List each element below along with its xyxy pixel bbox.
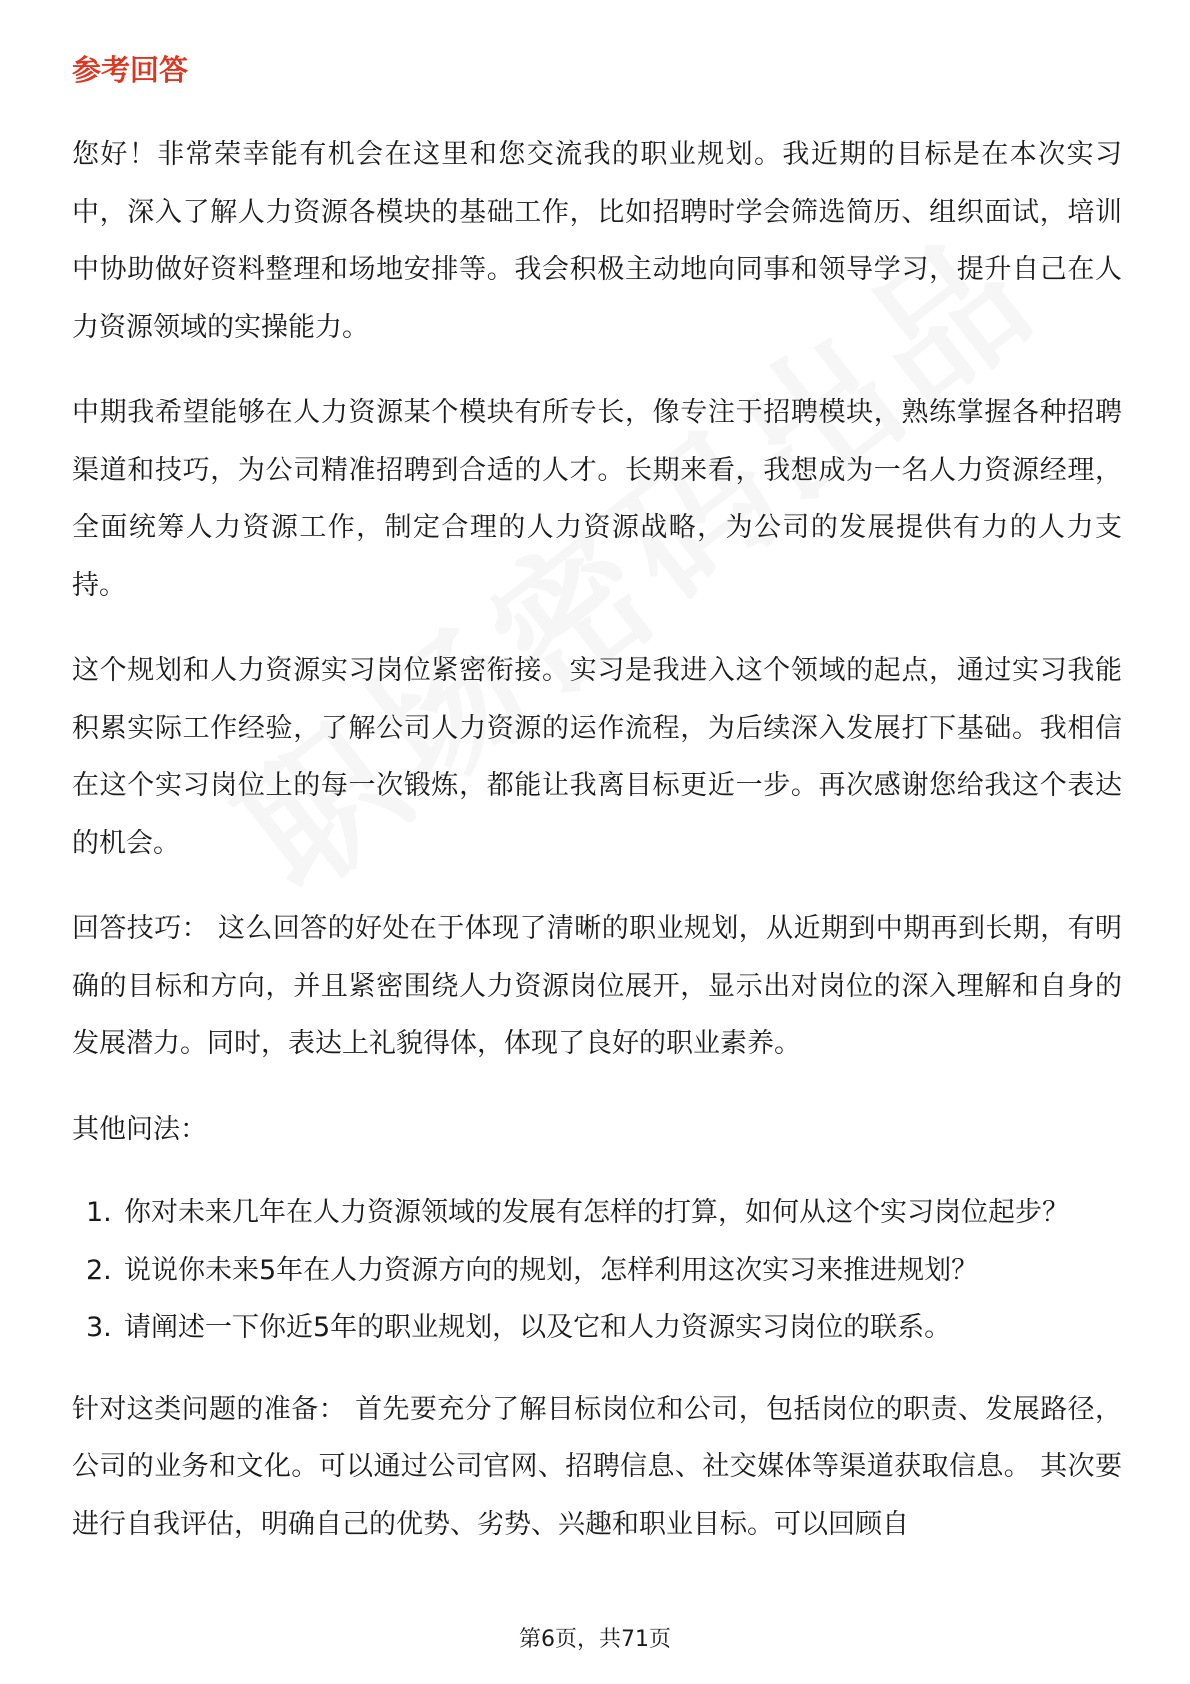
list-item [72,1184,1122,1242]
answer-paragraph-3: 这个规划和人力资源实习岗位紧密衔接。实习是我进入这个领域的起点，通过实习我能积累实际工作经验，了解公司人力资源的运作流程，为后续深入发展打下基础。我相信在这个实习岗位上的每一次锻炼，都能让我离目标更近一步。再次感谢您给我这个表达的机会。 [72,655,1122,859]
list-item-number: 2. [86,1254,112,1286]
list-item-text: 你对未来几年在人力资源领域的发展有怎样的打算，如何从这个实习岗位起步？ [124,1197,1069,1228]
answer-paragraph-1: 您好！非常荣幸能有机会在这里和您交流我的职业规划。我近期的目标是在本次实习中，深入了解人力资源各模块的基础工作，比如招聘时学会筛选简历、组织面试，培训中协助做好资料整理和场地安排等。我会积极主动地向同事和领导学习，提升自己在人力资源领域的实操能力。 [72,139,1122,343]
list-item [72,1299,1122,1357]
list-item [72,1242,1122,1300]
list-item-number: 1. [86,1197,112,1228]
answer-paragraph-2: 中期我希望能够在人力资源某个模块有所专长，像专注于招聘模块，熟练掌握各种招聘渠道和技巧，为公司精准招聘到合适的人才。长期来看，我想成为一名人力资源经理，全面统筹人力资源工作，制定合理的人力资源战略，为公司的发展提供有力的人力支持。 [72,397,1122,601]
other-questions-label: 其他问法： [72,1113,207,1145]
list-item-text: 请阐述一下你近5年的职业规划，以及它和人力资源实习岗位的联系。 [124,1312,952,1343]
section-heading: 参考回答 [72,53,189,87]
tips-label: 回答技巧： [72,913,210,944]
preparation-text: 首先要充分了解目标岗位和公司，包括岗位的职责、发展路径，公司的业务和文化。可以通过公司官网、招聘信息、社交媒体等渠道获取信息。 其次要进行自我评估，明确自己的优势、劣势、兴趣和职业目标。可以回顾自 [72,1393,1123,1540]
preparation-label: 针对这类问题的准备： [72,1393,347,1425]
preparation-paragraph [72,1381,1122,1554]
other-questions-list [72,1184,1122,1357]
content [72,50,1122,1581]
list-item-number: 3. [86,1312,112,1343]
tips-text: 这么回答的好处在于体现了清晰的职业规划，从近期到中期再到长期，有明确的目标和方向，并且紧密围绕人力资源岗位展开，显示出对岗位的深入理解和自身的发展潜力。同时，表达上礼貌得体，体现了良好的职业素养。 [72,913,1123,1059]
tips-paragraph [72,900,1122,1073]
page-number: 第6页，共71页 [519,1627,671,1652]
list-item-text: 说说你未来5年在人力资源方向的规划，怎样利用这次实习来推进规划？ [124,1254,979,1286]
